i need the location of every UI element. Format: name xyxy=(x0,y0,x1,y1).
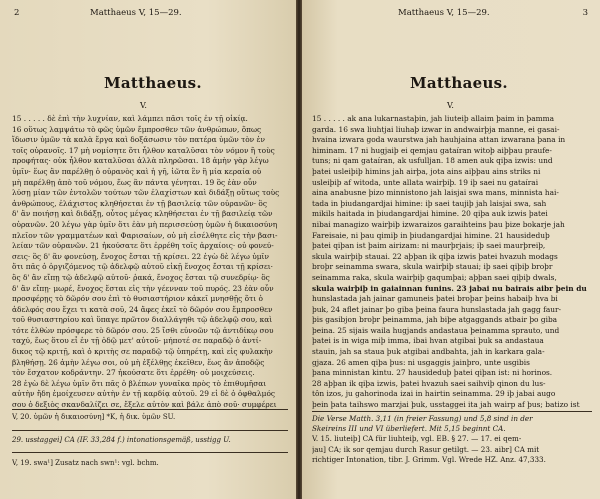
footnote-line: V. 15. liuteiþ] CA für liuhteiþ, vgl. EB. § 27. — 17. ei qem- xyxy=(312,434,522,444)
footnote-line: richtiger Intonation, tibr. J. Grimm. Vgl. Wrede HZ. Anz. 47,333. xyxy=(312,454,546,464)
text-line: tada in þiudangardjai himine: iþ saei taujiþ jah laisjai swa, sah xyxy=(312,198,547,208)
text-line: mikils haitada in þiudangardjai himine. 20 qiþa auk izwis þatei xyxy=(312,209,548,219)
text-line: ὑμῖν· ἕως ἂν παρέλθῃ ὁ οὐρανὸς καὶ ἡ γῆ, ἰῶτα ἓν ἢ μία κεραία οὐ xyxy=(12,166,262,176)
footnote-rule xyxy=(12,409,288,410)
text-line: σου ὁ δεξιὸς σκανδαλίζει σε, ἔξελε αὐτὸν καὶ βάλε ἀπὸ σοῦ· συμφέρει xyxy=(12,400,277,410)
text-line: πλεῖον τῶν γραμματέων καὶ Φαρισαίων, οὐ μὴ εἰσέλθητε εἰς τὴν βασι- xyxy=(12,230,278,240)
right-page xyxy=(302,0,600,499)
text-line: þuk, 24 aflet jainar þo giba þeina faura hunslastada jah gagg faur- xyxy=(312,304,562,314)
chapter-number: V. xyxy=(140,101,147,110)
text-line: τότε ἐλθὼν πρόσφερε τὸ δῶρόν σου. 25 ἴσθι εὐνοῶν τῷ ἀντιδίκῳ σου xyxy=(12,325,274,335)
text-line: λείαν τῶν οὐρανῶν. 21 ἠκούσατε ὅτι ἐρρέθη τοῖς ἀρχαίοις· οὐ φονεύ- xyxy=(12,241,274,251)
footnote-block xyxy=(312,414,594,465)
footnote: 29. usstaggei] CA (IF. 33,284 f.) intonationsgemäß, usstigg U. xyxy=(12,436,231,444)
footnote: V, 19. swa¹] Zusatz nach swn¹: vgl. bchm. xyxy=(12,459,159,467)
text-line: δικος τῷ κριτῇ, καὶ ὁ κριτὴς σε παραδῷ τῷ ὑπηρέτῃ, καὶ εἰς φυλακὴν xyxy=(12,347,273,357)
text-line: tuns; ni qam gataíran, ak usfulljan. 18 amen auk qiþa izwis: und xyxy=(312,156,553,166)
text-line: ἀδελφός σου ἔχει τι κατὰ σοῦ, 24 ἄφες ἐκεῖ τὸ δῶρόν σου ἔμπροσθεν xyxy=(12,304,273,314)
text-line: δ' ἂν εἴπῃ· μωρέ, ἔνοχος ἔσται εἰς τὴν γέενναν τοῦ πυρός. 23 ἐὰν οὖν xyxy=(12,283,274,293)
text-line: skula wairþiþ in gaiainnan funins. 23 jabai nu bairais aibr þein du xyxy=(312,283,587,293)
footnote-rule xyxy=(12,430,288,431)
book-title: Matthaeus. xyxy=(410,74,508,92)
text-line: seinamma raka, skula wairþiþ gaqumþai; aþþan saei qiþiþ dwals, xyxy=(312,272,557,282)
text-line: ὃς δ' ἂν εἴπῃ τῷ ἀδελφῷ αὐτοῦ· ῥακά, ἔνοχος ἔσται τῷ συνεδρίῳ· ὃς xyxy=(12,272,270,282)
text-line: ἀνθρώπους, ἐλάχιστος κληθήσεται ἐν τῇ βασιλείᾳ τῶν οὐρανῶν· ὃς xyxy=(12,198,268,208)
left-page xyxy=(0,0,296,499)
text-line: προφήτας· οὐκ ἦλθον καταλῦσαι ἀλλὰ πληρῶσαι. 18 ἀμὴν γὰρ λέγω xyxy=(12,156,269,166)
text-line: þein þata taihswo marzjai þuk, usstaggei ita jah wairp af þus; batizo ist xyxy=(312,400,580,410)
text-line: usleiþiþ af witoda, unte allata wairþiþ. 19 iþ saei nu gataírai xyxy=(312,177,539,187)
text-line: 28 ἐγὼ δὲ λέγω ὑμῖν ὅτι πᾶς ὁ βλέπων γυναῖκα πρὸς τὸ ἐπιθυμῆσαι xyxy=(12,378,267,388)
running-header: Matthaeus V, 15—29. xyxy=(398,8,490,18)
text-line: hvaina izwara goda waurstwa jah hauhjaina attan izwarana þana in xyxy=(312,135,566,145)
text-line: σεις· ὃς δ' ἂν φονεύσῃ, ἔνοχος ἔσται τῇ κρίσει. 22 ἐγὼ δὲ λέγω ὑμῖν xyxy=(12,251,269,261)
text-line: þatei is in wiga miþ imma, ibai hvan atgibai þuk sa andastaua xyxy=(312,336,544,346)
footnote-line: Die Verse Matth. 3,11 (in freier Fassung) und 5,8 sind in der xyxy=(312,414,533,423)
page-number: 2 xyxy=(14,8,20,18)
text-line: Fareisaie, ni þau qimiþ in þiudangardjai himine. 21 hausideduþ xyxy=(312,230,550,240)
chapter-number: V. xyxy=(447,101,454,110)
footnote: V, 20. ὑμῶν ἡ δικαιοσύνη] *K, ἡ δικ. ὑμῶν SU. xyxy=(12,413,176,421)
text-line: μὴ παρέλθῃ ἀπὸ τοῦ νόμου, ἕως ἂν πάντα γένηται. 19 ὃς ἐὰν οὖν xyxy=(12,177,257,187)
text-line: hunslastada jah jainar gamuneis þatei broþar þeins habaiþ hva bi xyxy=(312,294,558,304)
text-line: himinam. 17 ni hugjaiþ ei qemjau gataíran witoþ aiþþau praufe- xyxy=(312,145,552,155)
running-header: Matthaeus V, 15—29. xyxy=(90,8,182,18)
text-line: προσφέρῃς τὸ δῶρόν σου ἐπὶ τὸ θυσιαστήριον κἀκεῖ μνησθῇς ὅτι ὁ xyxy=(12,294,263,304)
book-title: Matthaeus. xyxy=(104,74,202,92)
text-line: skula wairþiþ stauai. 22 aþþan ik qiþa izwis þatei hvazuh modags xyxy=(312,251,558,261)
text-line: aina anabusne þizo minnistono jah laisjai swa mans, minnista hai- xyxy=(312,188,559,198)
text-line: þeina. 25 sijais waila hugjands andastaua þeinamma sprauto, und xyxy=(312,325,560,335)
text-line: 15 . . . . . δὲ ἐπὶ τὴν λυχνίαν, καὶ λάμπει πᾶσι τοῖς ἐν τῇ οἰκίᾳ. xyxy=(12,114,248,123)
text-line: ὅτι πᾶς ὁ ὀργιζόμενος τῷ ἀδελφῷ αὐτοῦ εἰκῇ ἔνοχος ἔσται τῇ κρίσει· xyxy=(12,262,274,272)
footnote-line: jau] CA; ik sor qemjau durch Rasur getilgt. — 23. aibr] CA mit xyxy=(312,444,540,454)
text-line: 16 οὕτως λαμψάτω τὸ φῶς ὑμῶν ἔμπροσθεν τῶν ἀνθρώπων, ὅπως xyxy=(12,124,262,134)
greek-text-block xyxy=(12,114,288,411)
text-line: nibai managizo wairþiþ izwaraizos garaihteins þau þize bokarje jah xyxy=(312,219,565,229)
text-line: ταχύ, ἕως ὅτου εἶ ἐν τῇ ὁδῷ μετ' αὐτοῦ· μήποτέ σε παραδῷ ὁ ἀντί- xyxy=(12,336,262,346)
text-line: tôn izos, ju gahorinoda izai in hairtin seinamma. 29 iþ jabai augo xyxy=(312,389,556,399)
text-line: τοῦ θυσιαστηρίου καὶ ὕπαγε πρῶτον διαλλάγηθι τῷ ἀδελφῷ σου, καὶ xyxy=(12,315,273,325)
text-line: stauin, jah sa staua þuk atgibai andbahta, jah in karkara gala- xyxy=(312,347,545,357)
text-line: ἴδωσιν ὑμῶν τὰ καλὰ ἔργα καὶ δοξάσωσιν τὸν πατέρα ὑμῶν τὸν ἐν xyxy=(12,135,265,145)
text-line: garda. 16 swa liuhtjai liuhaþ izwar in andwairþja manne, ei gasai- xyxy=(312,124,560,134)
page-number: 3 xyxy=(582,8,588,18)
text-line: τοῖς οὐρανοῖς. 17 μὴ νομίσητε ὅτι ἦλθον καταλῦσαι τὸν νόμον ἢ τοὺς xyxy=(12,145,275,155)
gothic-text-block xyxy=(312,114,594,411)
footnote-rule xyxy=(12,452,288,453)
text-line: þatei usleiþiþ himins jah airþa, jota ains aiþþau ains striks ni xyxy=(312,166,541,176)
text-line: οὐρανῶν. 20 λέγω γὰρ ὑμῖν ὅτι ἐὰν μὴ περισσεύσῃ ὑμῶν ἡ δικαιοσύνη xyxy=(12,219,278,229)
text-line: τὸν ἔσχατον κοδράντην. 27 ἠκούσατε ὅτι ἐρρέθη· οὐ μοιχεύσεις. xyxy=(12,368,255,378)
text-line: 15 . . . . . ak ana lukarnastaþin, jah liuteiþ allaim þaim in þamma xyxy=(312,114,555,123)
text-line: þana minnistan kintu. 27 hausideduþ þatei qiþan ist: ni horinos. xyxy=(312,368,553,378)
text-line: gjaza. 26 amen qiþa þus: ni usgaggis jainþro, unte usgibis xyxy=(312,357,530,367)
text-line: δ' ἂν ποιήσῃ καὶ διδάξῃ, οὗτος μέγας κληθήσεται ἐν τῇ βασιλείᾳ τῶν xyxy=(12,209,273,219)
footnote-rule xyxy=(312,411,592,412)
text-line: 28 aþþan ik qiþa izwis, þatei hvazuh saei saihviþ qinon du lus- xyxy=(312,378,546,388)
text-line: βληθήσῃ. 26 ἀμὴν λέγω σοι, οὐ μὴ ἐξέλθῃς ἐκεῖθεν, ἕως ἂν ἀποδῷς xyxy=(12,357,265,367)
text-line: broþr seinamma swara, skula wairþiþ stauai; iþ saei qiþiþ broþr xyxy=(312,262,553,272)
text-line: þis gasibjon broþr þeinamma, jah biþe atgaggands atbair þo giba xyxy=(312,315,558,325)
text-line: αὐτὴν ἤδη ἐμοίχευσεν αὐτὴν ἐν τῇ καρδίᾳ αὐτοῦ. 29 εἰ δὲ ὁ ὀφθαλμός xyxy=(12,389,276,399)
footnote-line: Skeireins III und VI überliefert. Mit 5,15 beginnt CA. xyxy=(312,424,506,434)
text-line: þatei qiþan ist þaim airizam: ni maurþrjais; iþ saei maurþreiþ, xyxy=(312,241,546,251)
text-line: λύσῃ μίαν τῶν ἐντολῶν τούτων τῶν ἐλαχίστων καὶ διδάξῃ οὕτως τοὺς xyxy=(12,188,280,198)
